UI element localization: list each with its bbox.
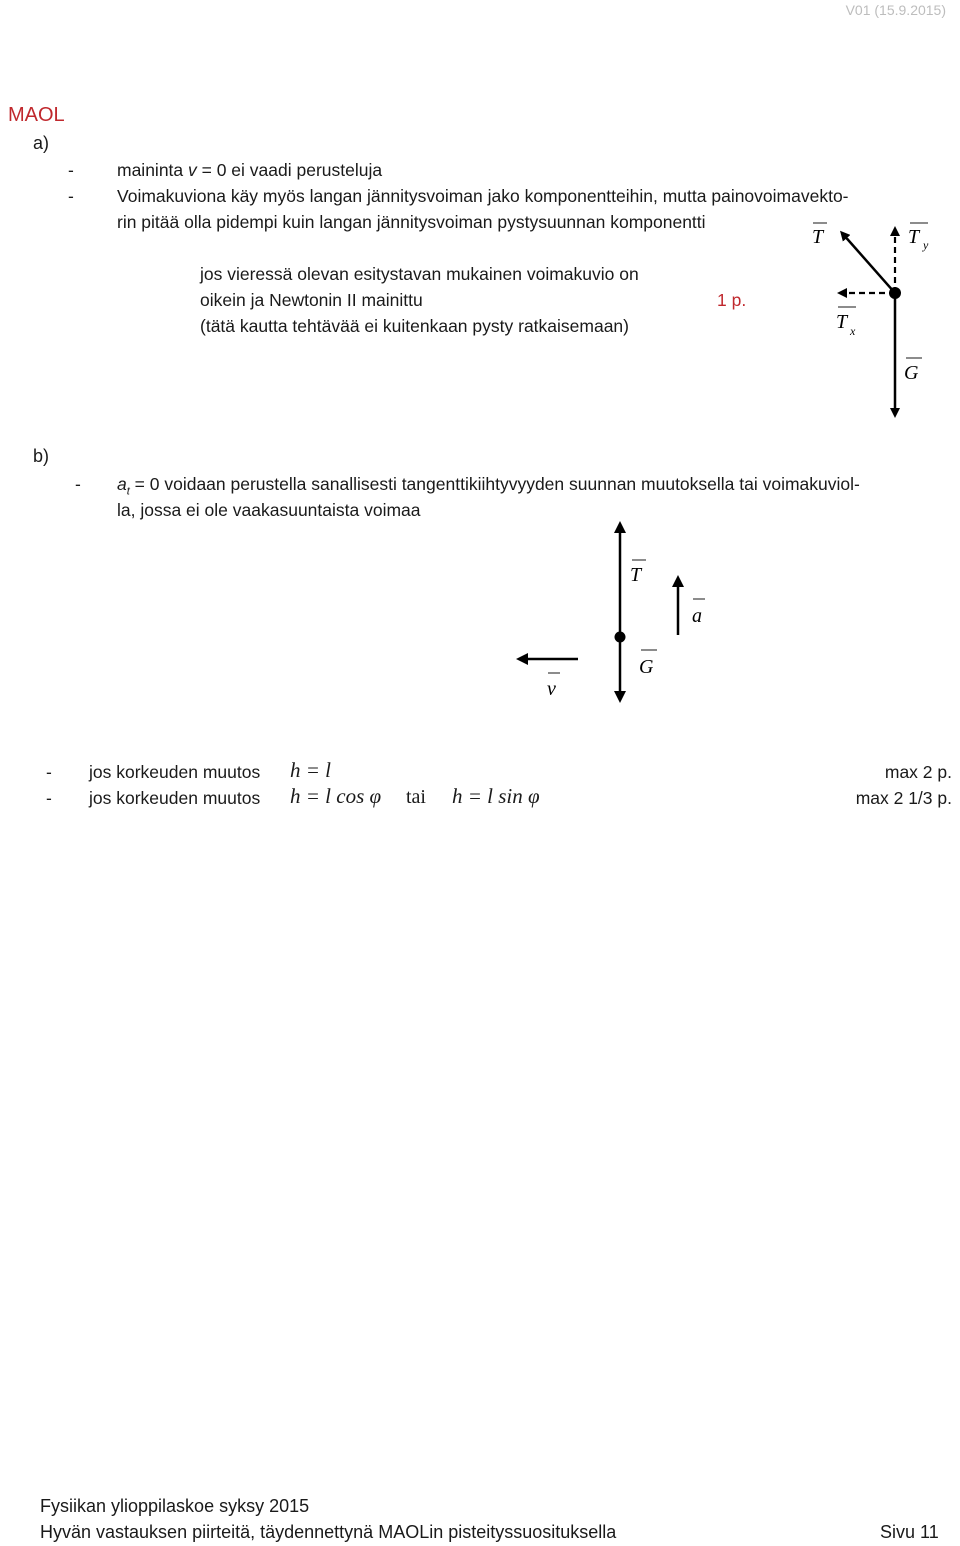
scoring-2-dash: - [46,788,52,808]
force-diagram-b [510,515,720,705]
label-T-b: T [630,564,642,586]
label-T: T [812,226,824,248]
label-Ty: T [908,226,920,248]
mass-point [889,287,901,299]
tension-arrow [842,233,895,293]
mass-point-b [615,632,626,643]
note-line-2: oikein ja Newtonin II mainittu [200,290,423,310]
scoring-2-text: jos korkeuden muutos [89,788,261,808]
label-Tx-sub: x [850,324,856,338]
bullet-a1-dash: - [68,160,74,180]
bullet-a1: maininta v = 0 ei vaadi perusteluja [117,160,383,180]
scoring-2-connector: tai [406,786,426,808]
bullet-a2-dash: - [68,186,74,206]
label-G-b: G [639,656,654,678]
scoring-1-points: max 2 p. [884,762,952,782]
bullet-a2-line2: rin pitää olla pidempi kuin langan jännitysvoiman pystysuunnan komponentti [117,212,706,232]
force-diagram-a [800,215,955,425]
scoring-1-dash: - [46,762,52,782]
label-G: G [904,362,919,384]
note-line-1: jos vieressä olevan esitystavan mukainen voimakuvio on [200,264,639,284]
label-Ty-sub: y [923,238,929,252]
label-a: a [692,605,702,627]
scoring-1-formula: h = l [290,758,332,782]
scoring-1-text: jos korkeuden muutos [89,762,261,782]
label-v: v [547,678,556,700]
bullet-b-dash: - [75,474,81,494]
bullet-a2-line1: Voimakuviona käy myös langan jännitysvoiman jako komponentteihin, mutta painovoimavekto- [117,186,849,206]
note-line-3: (tätä kautta tehtävää ei kuitenkaan pysty ratkaisemaan) [200,316,629,336]
scoring-2-formula-2: h = l sin φ [452,784,540,808]
version-label: V01 (15.9.2015) [845,2,946,18]
part-b-label: b) [33,446,50,466]
bullet-b-line2: la, jossa ei ole vaakasuuntaista voimaa [117,500,421,520]
page-number: Sivu 11 [880,1522,939,1542]
scoring-2-points: max 2 1/3 p. [855,788,952,808]
scoring-2-formula-1: h = l cos φ [290,784,382,808]
footer-line-2: Hyvän vastauksen piirteitä, täydennettynä MAOLin pisteityssuosituksella [40,1522,617,1542]
bullet-b-line1: $a_t = 0$ voidaan perustella sanallisesti tangenttikiihtyvyyden suunnan muutoksella tai voimakuviol- [117,474,860,498]
label-Tx: T [836,311,848,333]
footer-line-1: Fysiikan ylioppilaskoe syksy 2015 [40,1496,310,1516]
maol-heading: MAOL [8,104,65,126]
part-a-label: a) [33,133,50,153]
points-label: 1 p. [717,290,747,310]
